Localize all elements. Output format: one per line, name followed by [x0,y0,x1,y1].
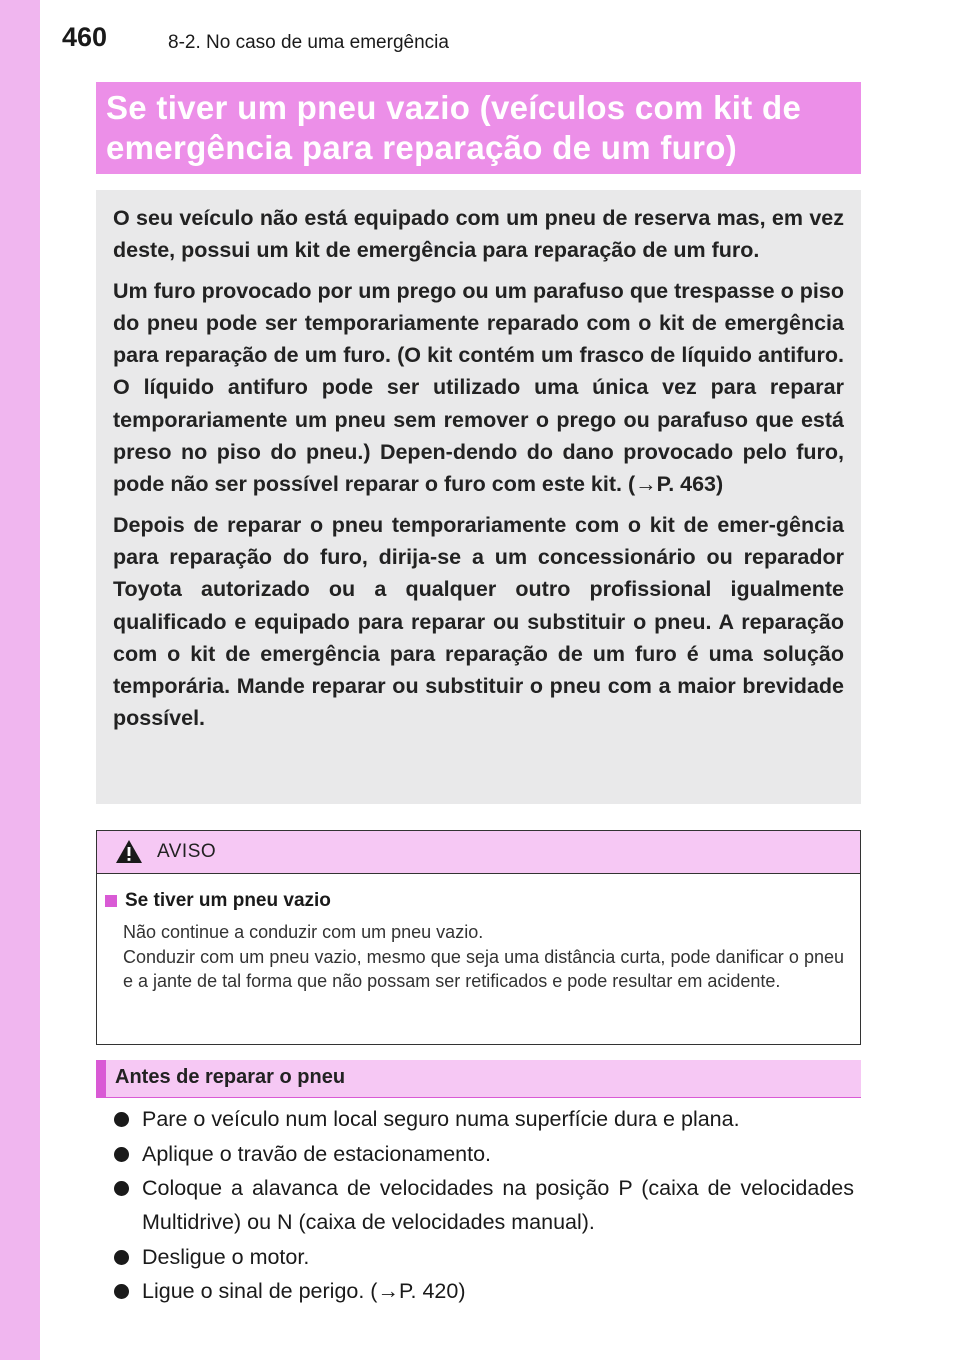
list-item-text: Pare o veículo num local seguro numa superfície dura e plana. [142,1107,740,1131]
warning-text: Não continue a conduzir com um pneu vazio. Conduzir com um pneu vazio, mesmo que seja uma distância curta, pode danificar o pneu e a jante de tal forma que não possam ser retificados e pode resultar em acidente. [123,922,844,991]
warning-triangle-icon [115,839,143,864]
bullet-dot-icon [114,1112,129,1127]
page-title-line-2: emergência para reparação de um furo) [106,129,737,166]
list-item-text: Aplique o travão de estacionamento. [142,1141,492,1166]
section-label: 8-2. No caso de uma emergência [168,32,449,53]
warning-header [97,831,860,874]
before-repair-heading [96,1060,861,1098]
before-repair-list [112,1102,854,1309]
list-item-text: Coloque a alavanca de velocidades na posição P (caixa de velocidades Multidrive) ou N (caixa de velocidades manual). [142,1176,854,1234]
intro-paragraph: O seu veículo não está equipado com um pneu de reserva mas, em vez deste, possui um kit de emergência para reparação de um furo. [113,206,844,263]
page-number: 460 [62,22,108,52]
bullet-dot-icon [114,1147,129,1162]
list-item [112,1171,854,1239]
list-item [112,1137,854,1171]
warning-subheading [105,890,844,912]
list-item-text: Ligue o sinal de perigo. (→P. 420) [142,1279,466,1303]
list-item [112,1240,854,1274]
bullet-dot-icon [114,1250,129,1265]
intro-paragraph: Um furo provocado por um prego ou um parafuso que trespasse o piso do pneu pode ser temporariamente reparado com o kit de emergência para reparação de um furo. (O kit contém um frasco de líquido antifuro. O líquido antifuro pode ser utilizado uma única vez para reparar temporariamente um pneu sem remover o prego ou parafuso que está preso no piso do pneu.) Depen-dendo do dano provocado pelo furo, pode não ser possível reparar o furo com este kit. (→P. 463) [113,278,844,497]
square-bullet-icon [105,895,117,907]
list-item [112,1274,854,1308]
intro-box [96,190,861,804]
page-title [96,82,861,174]
warning-box [96,830,861,1045]
bullet-dot-icon [114,1284,129,1299]
warning-title: AVISO [157,841,217,862]
list-item-text: Desligue o motor. [142,1244,310,1269]
page-title-line-1: Se tiver um pneu vazio (veículos com kit de [106,89,802,126]
intro-paragraph: Depois de reparar o pneu temporariamente com o kit de emer-gência para reparação do furo, dirija-se a um concessionário ou reparador Toyota autorizado ou a qualquer outro profissional igualmente qualificado e equipado para reparar ou substituir o pneu. A reparação com o kit de emergência para reparação de um furo é uma solução temporária. Mande reparar ou substituir o pneu com a maior brevidade possível. [113,512,844,731]
warning-body [97,874,860,994]
side-color-band [0,0,40,1360]
bullet-dot-icon [114,1181,129,1196]
before-repair-heading-text: Antes de reparar o pneu [115,1066,346,1088]
warning-subheading-text: Se tiver um pneu vazio [125,890,331,911]
list-item [112,1102,854,1136]
